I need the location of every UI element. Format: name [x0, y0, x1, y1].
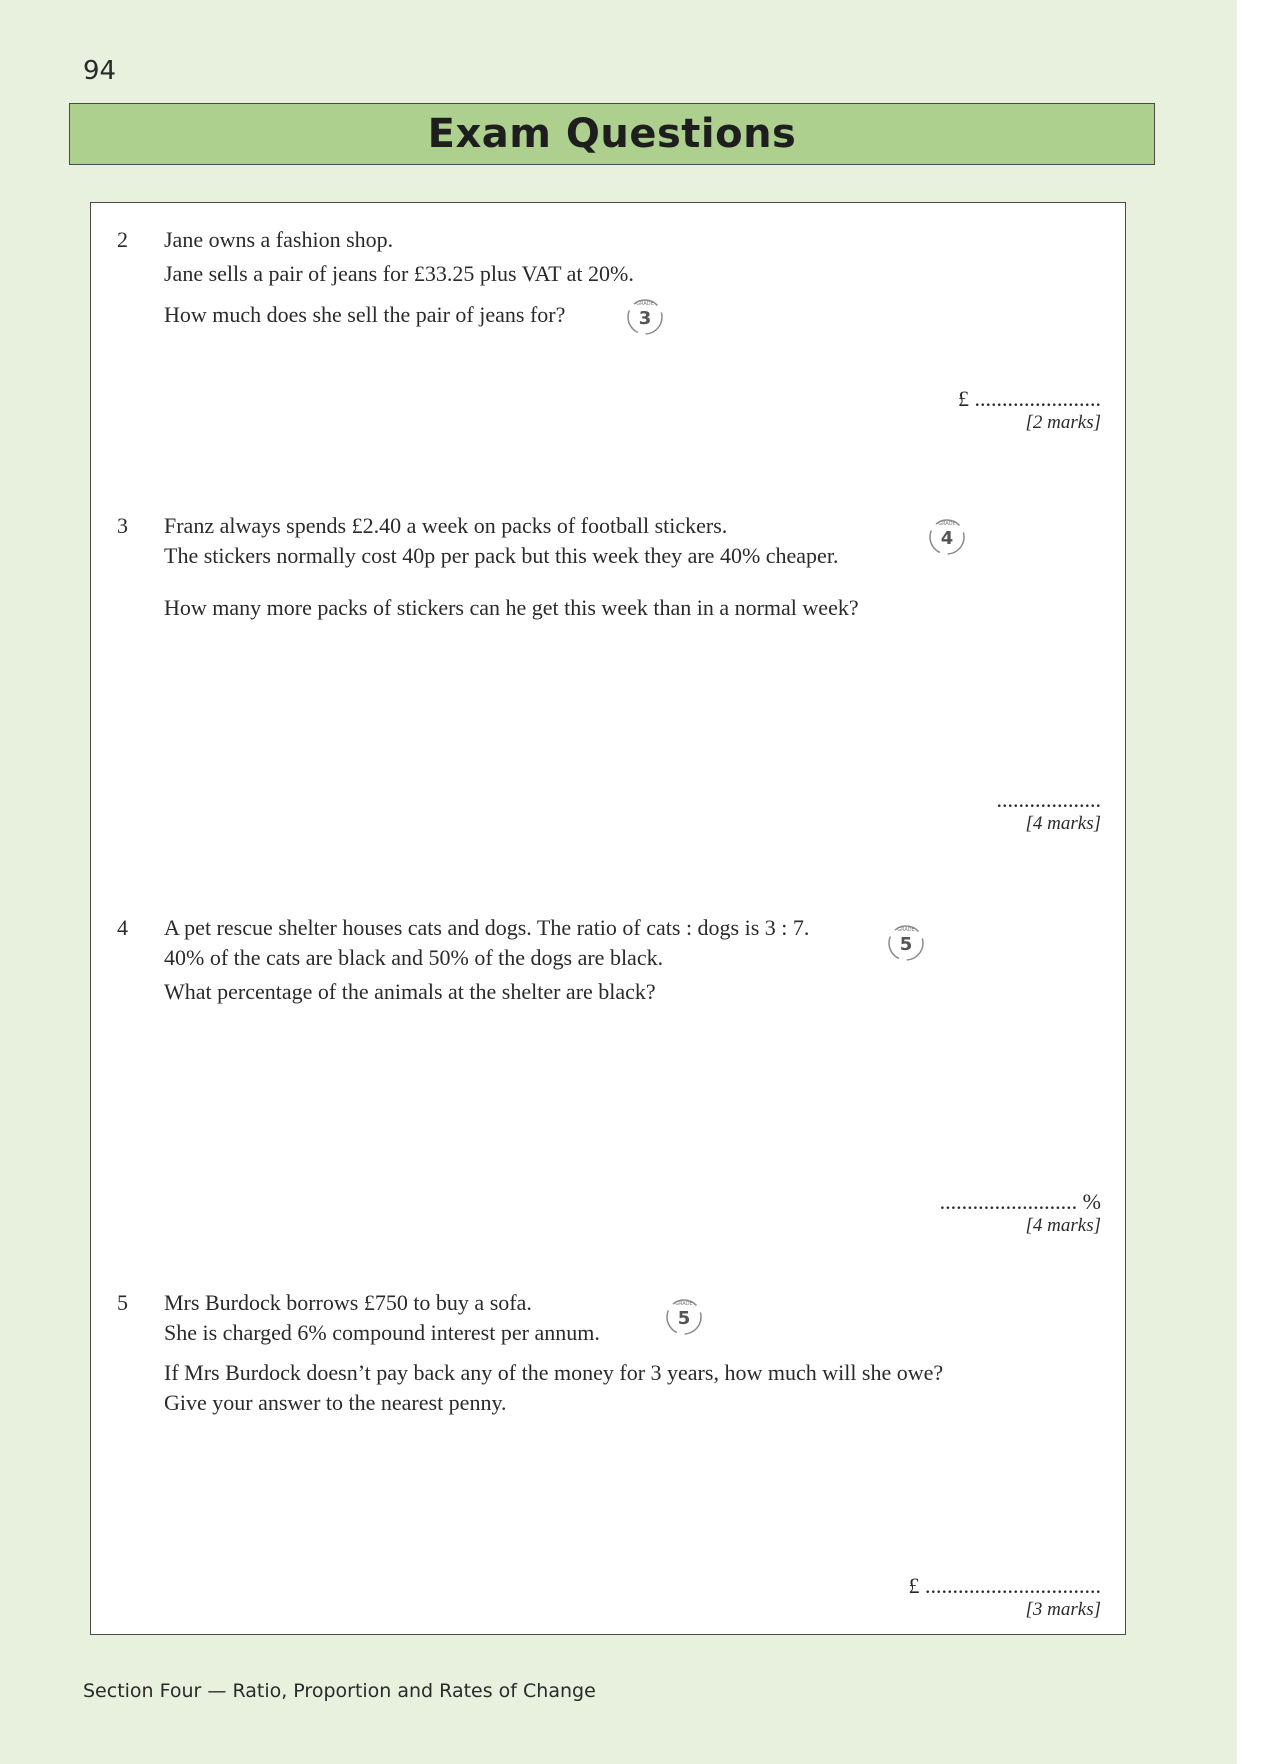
question-text: A pet rescue shelter houses cats and dogs. The ratio of cats : dogs is 3 : 7. [164, 915, 810, 940]
question-number: 2 [117, 227, 128, 252]
marks-label: [3 marks] [1025, 1599, 1101, 1620]
marks-label: [2 marks] [1025, 412, 1101, 433]
answer-line: ......................... % [939, 1189, 1101, 1214]
answer-line: £ ................................ [908, 1573, 1101, 1598]
marks-label: [4 marks] [1025, 1215, 1101, 1236]
question-number: 5 [117, 1290, 128, 1315]
grade-number: 4 [940, 528, 954, 549]
question-text: Franz always spends £2.40 a week on packs of football stickers. [164, 513, 728, 538]
answer-line: £ ....................... [958, 386, 1101, 411]
question-number: 4 [117, 915, 128, 940]
question-text: How many more packs of stickers can he get this week than in a normal week? [164, 595, 859, 620]
grade-3-icon [625, 297, 665, 337]
grade-number: 5 [899, 934, 913, 955]
question-text: Jane owns a fashion shop. [164, 227, 394, 252]
question-text: She is charged 6% compound interest per annum. [164, 1320, 600, 1345]
grade-number: 5 [677, 1308, 691, 1329]
grade-badge-label: GRADE [897, 927, 915, 933]
questions-box [90, 202, 1126, 1635]
grade-4-icon [927, 517, 967, 557]
marks-label: [4 marks] [1025, 813, 1101, 834]
section-footer: Section Four — Ratio, Proportion and Rates of Change [83, 1680, 596, 1702]
title-bar [69, 103, 1155, 165]
grade-5-icon [664, 1297, 704, 1337]
question-text: Give your answer to the nearest penny. [164, 1390, 507, 1415]
page-number: 94 [83, 56, 117, 86]
grade-number: 3 [638, 308, 652, 329]
question-text: What percentage of the animals at the shelter are black? [164, 979, 656, 1004]
answer-line: ................... [996, 787, 1101, 812]
question-text: How much does she sell the pair of jeans for? [164, 302, 566, 327]
question-number: 3 [117, 513, 128, 538]
question-text: If Mrs Burdock doesn’t pay back any of the money for 3 years, how much will she owe? [164, 1360, 944, 1385]
grade-badge-label: GRADE [938, 521, 956, 527]
grade-badge-label: GRADE [675, 1301, 693, 1307]
question-text: 40% of the cats are black and 50% of the dogs are black. [164, 945, 664, 970]
grade-badge-label: GRADE [636, 301, 654, 307]
question-text: Jane sells a pair of jeans for £33.25 plus VAT at 20%. [164, 261, 634, 286]
question-text: Mrs Burdock borrows £750 to buy a sofa. [164, 1290, 532, 1315]
page-title: Exam Questions [427, 111, 797, 157]
grade-5-icon [886, 923, 926, 963]
question-text: The stickers normally cost 40p per pack but this week they are 40% cheaper. [164, 543, 839, 568]
